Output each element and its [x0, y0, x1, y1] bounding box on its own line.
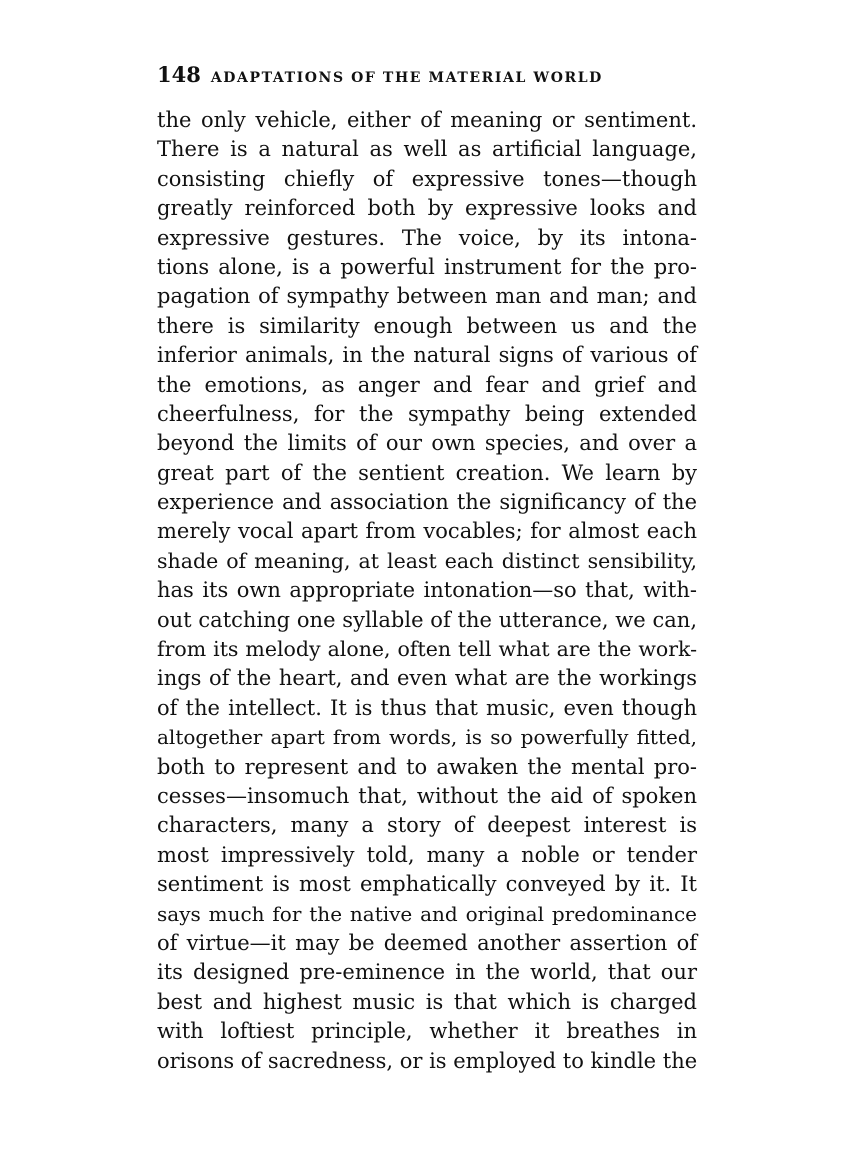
text-line: cheerfulness, for the sympathy being extended — [157, 401, 697, 426]
text-line: sentiment is most emphatically conveyed by it. It — [157, 872, 697, 897]
text-line: expressive gestures. The voice, by its intona- — [157, 225, 697, 250]
text-line: of the intellect. It is thus that music, even though — [157, 695, 697, 720]
text-line: experience and association the significancy of the — [157, 490, 697, 515]
text-line: greatly reinforced both by expressive looks and — [157, 196, 697, 221]
text-line: orisons of sacredness, or is employed to kindle the — [157, 1048, 698, 1073]
text-line: beyond the limits of our own species, and over a — [157, 431, 697, 456]
text-line: there is similarity enough between us and the — [157, 313, 697, 338]
text-line: from its melody alone, often tell what are the work- — [157, 637, 697, 662]
text-line: consisting chiefly of expressive tones—though — [157, 166, 697, 191]
text-line: the only vehicle, either of meaning or sentiment. — [157, 108, 697, 132]
text-line: says much for the native and original predominance — [157, 901, 697, 926]
text-line: pagation of sympathy between man and man; and — [157, 284, 697, 309]
text-line: cesses—insomuch that, without the aid of spoken — [157, 783, 697, 808]
text-line: the emotions, as anger and fear and grief and — [157, 372, 697, 397]
text-line: merely vocal apart from vocables; for almost each — [157, 519, 697, 544]
text-line: inferior animals, in the natural signs of various of — [157, 343, 697, 368]
text-line: its designed pre-eminence in the world, that our — [157, 960, 697, 985]
text-line: great part of the sentient creation. We learn by — [157, 460, 697, 485]
text-line: characters, many a story of deepest interest is — [157, 813, 697, 838]
text-line: both to represent and to awaken the mental pro- — [157, 754, 697, 779]
text-line: with loftiest principle, whether it breathes in — [157, 1019, 697, 1044]
page-number: 148 — [157, 62, 201, 87]
running-head — [157, 62, 697, 88]
text-line: altogether apart from words, is so powerfully fitted, — [157, 725, 697, 750]
text-line: out catching one syllable of the utterance, we can, — [157, 607, 697, 632]
text-line: shade of meaning, at least each distinct sensibility, — [157, 548, 697, 573]
text-line: best and highest music is that which is charged — [157, 989, 697, 1014]
body-text — [157, 106, 697, 1076]
text-line: ings of the heart, and even what are the workings — [157, 666, 697, 691]
text-line: There is a natural as well as artificial language, — [157, 137, 697, 162]
text-line: of virtue—it may be deemed another assertion of — [157, 930, 697, 955]
text-line: has its own appropriate intonation—so that, with- — [157, 578, 697, 603]
running-title: ADAPTATIONS OF THE MATERIAL WORLD — [210, 70, 603, 86]
text-line: tions alone, is a powerful instrument for the pro- — [157, 254, 697, 279]
text-line: most impressively told, many a noble or tender — [157, 842, 697, 867]
